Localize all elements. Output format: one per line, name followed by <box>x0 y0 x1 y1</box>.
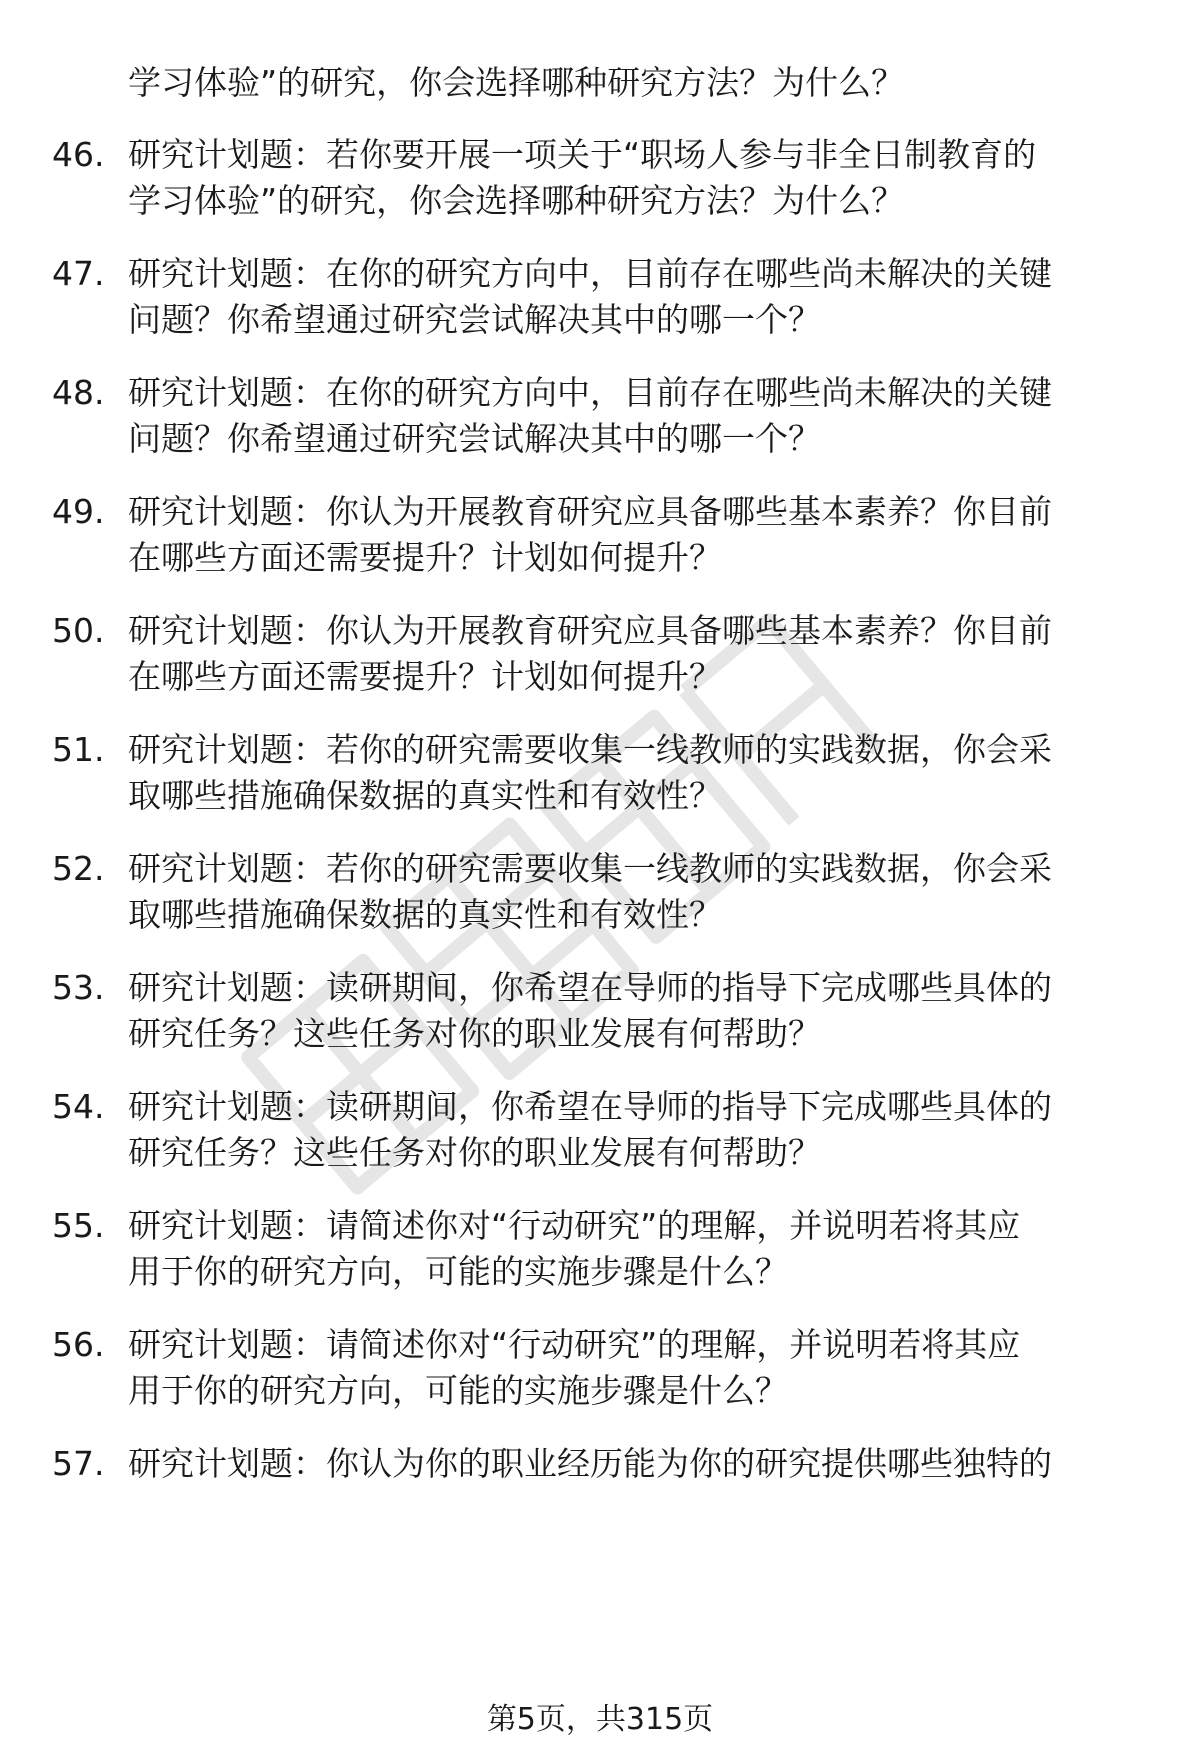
question-text-line: 研究计划题：请简述你对“行动研究”的理解，并说明若将其应 <box>128 1325 1021 1364</box>
question-number: 56. <box>52 1325 105 1364</box>
question-text-line: 研究计划题：若你的研究需要收集一线教师的实践数据，你会采 <box>128 730 1052 769</box>
question-text-line: 研究计划题：你认为你的职业经历能为你的研究提供哪些独特的 <box>128 1444 1052 1483</box>
question-text <box>128 1322 1138 1414</box>
question-text-line: 用于你的研究方向，可能的实施步骤是什么？ <box>128 1371 788 1410</box>
question-text-line: 研究计划题：读研期间，你希望在导师的指导下完成哪些具体的 <box>128 968 1052 1007</box>
question-number: 50. <box>52 611 105 650</box>
question-text-line: 研究任务？这些任务对你的职业发展有何帮助？ <box>128 1014 821 1053</box>
page-footer: 第5页，共315页 <box>486 1702 714 1737</box>
continuation-line: 学习体验”的研究，你会选择哪种研究方法？为什么？ <box>128 63 905 102</box>
question-text <box>128 251 1138 343</box>
question-number: 57. <box>52 1444 105 1483</box>
question-text-line: 研究计划题：在你的研究方向中，目前存在哪些尚未解决的关键 <box>128 254 1052 293</box>
question-number: 49. <box>52 492 105 531</box>
question-text-line: 问题？你希望通过研究尝试解决其中的哪一个？ <box>128 419 821 458</box>
question-number: 53. <box>52 968 105 1007</box>
question-text <box>128 370 1138 462</box>
question-text <box>128 965 1138 1057</box>
question-text-line: 问题？你希望通过研究尝试解决其中的哪一个？ <box>128 300 821 339</box>
question-number: 51. <box>52 730 105 769</box>
question-text-line: 用于你的研究方向，可能的实施步骤是什么？ <box>128 1252 788 1291</box>
question-text-line: 研究计划题：请简述你对“行动研究”的理解，并说明若将其应 <box>128 1206 1021 1245</box>
question-text <box>128 1084 1138 1176</box>
question-text-line: 取哪些措施确保数据的真实性和有效性？ <box>128 776 722 815</box>
question-text <box>128 846 1138 938</box>
question-text-line: 研究计划题：若你的研究需要收集一线教师的实践数据，你会采 <box>128 849 1052 888</box>
question-text <box>128 132 1138 224</box>
question-number: 52. <box>52 849 105 888</box>
question-text <box>128 1441 1138 1487</box>
question-number: 48. <box>52 373 105 412</box>
question-text <box>128 489 1138 581</box>
question-text-line: 研究计划题：若你要开展一项关于“职场人参与非全日制教育的 <box>128 135 1037 174</box>
question-text <box>128 1203 1138 1295</box>
question-text-line: 在哪些方面还需要提升？计划如何提升？ <box>128 538 722 577</box>
question-number: 54. <box>52 1087 105 1126</box>
question-text-line: 研究任务？这些任务对你的职业发展有何帮助？ <box>128 1133 821 1172</box>
question-text-line: 在哪些方面还需要提升？计划如何提升？ <box>128 657 722 696</box>
question-text-line: 研究计划题：你认为开展教育研究应具备哪些基本素养？你目前 <box>128 492 1052 531</box>
question-number: 47. <box>52 254 105 293</box>
question-number: 55. <box>52 1206 105 1245</box>
question-text-line: 学习体验”的研究，你会选择哪种研究方法？为什么？ <box>128 181 905 220</box>
question-text <box>128 727 1138 819</box>
question-text-line: 研究计划题：在你的研究方向中，目前存在哪些尚未解决的关键 <box>128 373 1052 412</box>
question-number: 46. <box>52 135 105 174</box>
question-text <box>128 608 1138 700</box>
question-text-line: 研究计划题：读研期间，你希望在导师的指导下完成哪些具体的 <box>128 1087 1052 1126</box>
question-text-line: 研究计划题：你认为开展教育研究应具备哪些基本素养？你目前 <box>128 611 1052 650</box>
question-text-line: 取哪些措施确保数据的真实性和有效性？ <box>128 895 722 934</box>
